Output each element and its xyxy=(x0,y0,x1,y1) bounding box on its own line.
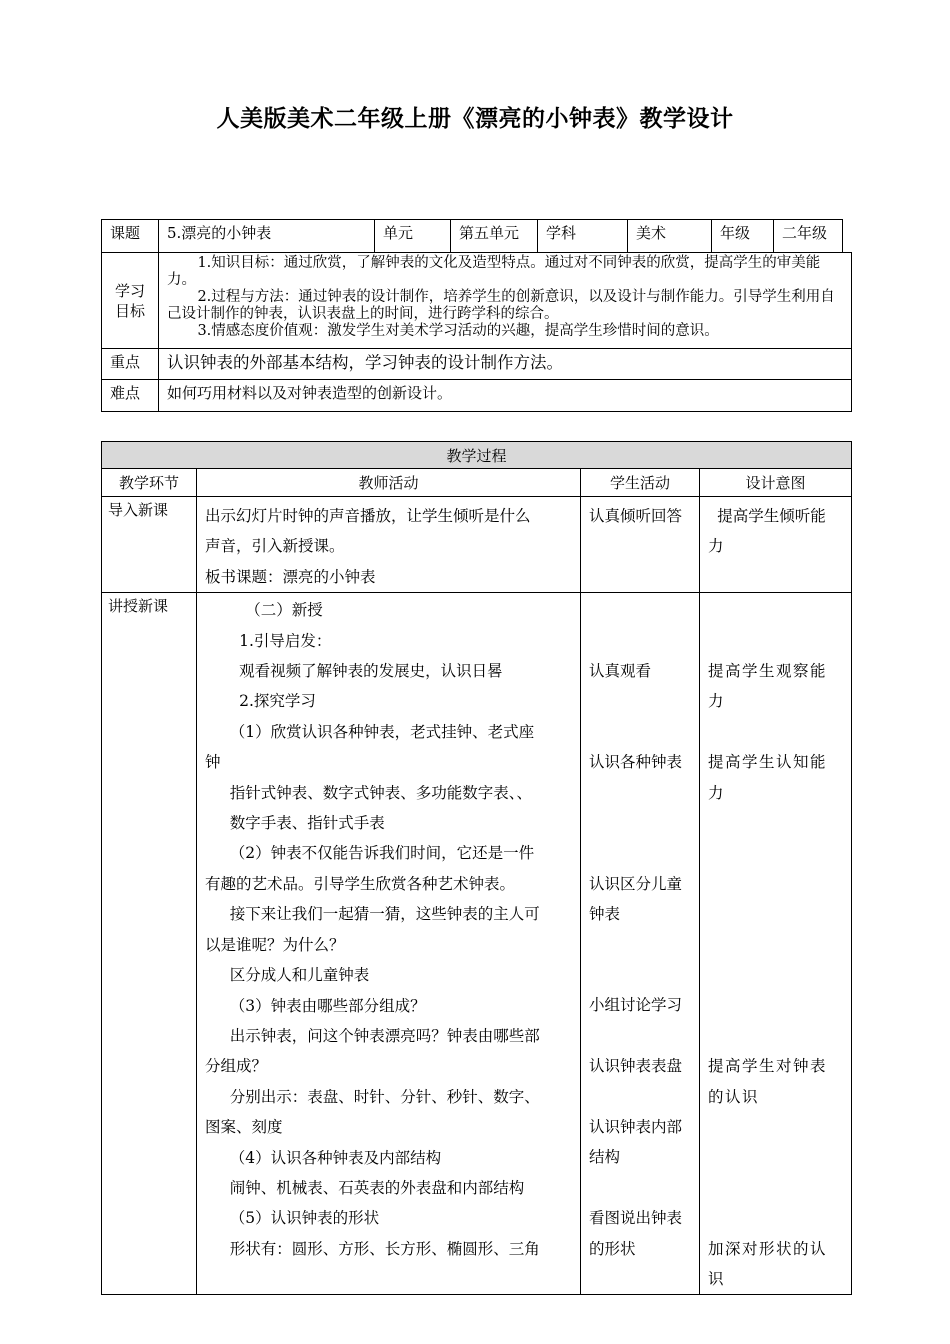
objective-3: 3.情感态度价值观：激发学生对美术学习活动的兴趣，提高学生珍惜时间的意识。 xyxy=(197,323,719,339)
objectives-label: 学习目标 xyxy=(102,253,159,349)
intro-intent: 提高学生倾听能 力 xyxy=(700,497,852,593)
blank-cell xyxy=(843,220,852,253)
unit-label: 单元 xyxy=(375,220,451,253)
subject-label: 学科 xyxy=(538,220,628,253)
difficulty-value: 如何巧用材料以及对钟表造型的创新设计。 xyxy=(159,380,852,412)
grade-value: 二年级 xyxy=(774,220,843,253)
process-header: 教学过程 xyxy=(102,442,852,469)
objective-2: 2.过程与方法：通过钟表的设计制作，培养学生的创新意识，以及设计与制作能力。引导学生利用自己设计制作的钟表，认识表盘上的时间，进行跨学科的综合。 xyxy=(167,289,835,322)
lecture-teacher: （二）新授 1.引导启发： 观看视频了解钟表的发展史，认识日晷 2.探究学习 （1）欣赏认识各种钟表，老式挂钟、老式座 钟 指针式钟表、数字式钟表、多功能数字表、、 数字手表、指针式手表 （2）钟表不仅能告诉我们时间，它还是一件 有趣的艺术品。引导学生欣赏各种艺术钟表。 接下来让我们一起猜一猜，这些钟表的主人可 以是谁呢？为什么？ 区分成人和儿童钟表 （3）钟表由哪些部分组成？ 出示钟表，问这个钟表漂亮吗？钟表由哪些部 分组成？ 分别出示：表盘、时针、分针、秒针、数字、 图案、刻度 （4）认识各种钟表及内部结构 闹钟、机械表、石英表的外表盘和内部结构 （5）认识钟表的形状 形状有：圆形、方形、长方形、椭圆形、三角 xyxy=(197,593,581,1295)
intro-student: 认真倾听回答 xyxy=(581,497,700,593)
objective-1: 1.知识目标：通过欣赏，了解钟表的文化及造型特点。通过对不同钟表的欣赏，提高学生的审美能力。 xyxy=(167,255,821,288)
objectives-cell xyxy=(159,253,852,349)
lecture-student: 认真观看 认识各种钟表 认识区分儿童 钟表 小组讨论学习 认识钟表表盘 认识钟表内部 结构 看图说出钟表 的形状 xyxy=(581,593,700,1295)
page-title: 人美版美术二年级上册《漂亮的小钟表》教学设计 xyxy=(216,106,734,132)
course-value: 5.漂亮的小钟表 xyxy=(159,220,375,253)
intro-stage: 导入新课 xyxy=(102,497,197,593)
col-stage: 教学环节 xyxy=(102,469,197,497)
course-label: 课题 xyxy=(102,220,159,253)
unit-value: 第五单元 xyxy=(451,220,538,253)
subject-value: 美术 xyxy=(628,220,712,253)
info-table xyxy=(101,219,852,412)
difficulty-label: 难点 xyxy=(102,380,159,412)
key-label: 重点 xyxy=(102,349,159,380)
process-table xyxy=(101,441,852,1295)
col-teacher: 教师活动 xyxy=(197,469,581,497)
lecture-intent: 提高学生观察能 力 提高学生认知能 力 提高学生对钟表 的认识 加深对形状的认 识 xyxy=(700,593,852,1295)
col-intent: 设计意图 xyxy=(700,469,852,497)
col-student: 学生活动 xyxy=(581,469,700,497)
grade-label: 年级 xyxy=(712,220,774,253)
intro-teacher: 出示幻灯片时钟的声音播放，让学生倾听是什么 声音，引入新授课。 板书课题：漂亮的小钟表 xyxy=(197,497,581,593)
lecture-stage: 讲授新课 xyxy=(102,593,197,1295)
key-value: 认识钟表的外部基本结构，学习钟表的设计制作方法。 xyxy=(159,349,852,380)
